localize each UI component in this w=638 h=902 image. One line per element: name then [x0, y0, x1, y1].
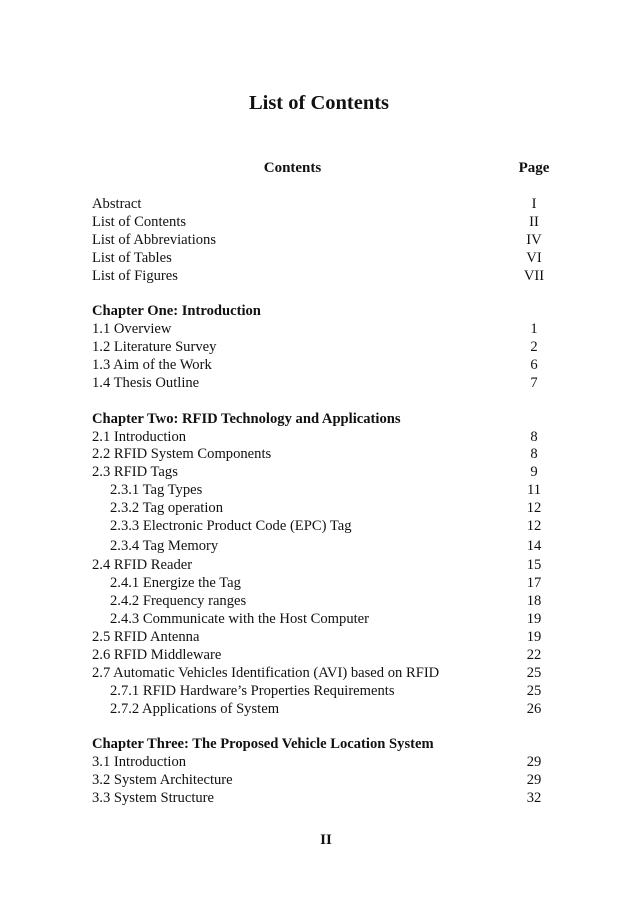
toc-row-subsection	[92, 482, 552, 500]
toc-entry-label: 3.1 Introduction	[92, 754, 187, 771]
toc-entry-label: Abstract	[92, 196, 142, 212]
toc-row-subsection	[92, 536, 552, 558]
toc-entry-label: 1.3 Aim of the Work	[92, 357, 212, 374]
contents-column-header: Contents	[263, 160, 322, 176]
chapter-heading-label: Chapter Two: RFID Technology and Applications	[92, 410, 401, 427]
toc-entry-page: 29	[526, 772, 542, 789]
toc-row-subsection	[92, 701, 552, 719]
toc-entry-page: 8	[530, 446, 538, 463]
toc-row-list-of-figures	[92, 268, 552, 286]
toc-row	[92, 790, 552, 808]
toc-row	[92, 339, 552, 357]
toc-entry-page: 26	[526, 700, 542, 717]
toc-entry-page: IV	[526, 231, 542, 248]
toc-entry-page: 32	[526, 790, 542, 806]
toc-entry-page: 6	[530, 357, 538, 374]
toc-entry-label: 2.4.1 Energize the Tag	[110, 575, 241, 592]
toc-row	[92, 629, 552, 647]
toc-entry-label: 2.3.2 Tag operation	[110, 500, 224, 517]
chapter-heading	[92, 411, 552, 429]
toc-entry-label: List of Abbreviations	[92, 231, 217, 248]
toc-row-abstract	[92, 196, 552, 214]
toc-entry-label: 2.4.3 Communicate with the Host Computer	[110, 611, 370, 628]
toc-entry-page: 22	[526, 646, 542, 663]
toc-row	[92, 429, 552, 447]
toc-row-list-of-tables	[92, 250, 552, 268]
toc-row-subsection	[92, 593, 552, 611]
toc-entry-label: 1.1 Overview	[92, 321, 172, 338]
toc-row	[92, 446, 552, 464]
table-of-contents	[92, 196, 552, 808]
toc-entry-label: 1.2 Literature Survey	[92, 339, 217, 356]
toc-entry-label: 2.1 Introduction	[92, 428, 187, 445]
toc-row-subsection	[92, 518, 552, 536]
toc-entry-label: 2.7.2 Applications of System	[110, 700, 280, 717]
footer-page-number: II	[320, 832, 332, 848]
toc-entry-label: List of Tables	[92, 249, 172, 266]
toc-entry-page: 19	[526, 611, 542, 628]
chapter-heading	[92, 303, 552, 321]
toc-entry-page: 12	[526, 518, 542, 535]
toc-row	[92, 464, 552, 482]
toc-entry-page: VII	[523, 267, 545, 284]
section-spacer	[92, 718, 552, 736]
toc-entry-label: 2.4 RFID Reader	[92, 557, 193, 574]
toc-entry-label: 2.4.2 Frequency ranges	[110, 593, 247, 610]
toc-entry-label: 2.7 Automatic Vehicles Identification (AVI) based on RFID	[92, 664, 440, 681]
toc-entry-page: 2	[530, 339, 538, 356]
toc-entry-page: II	[529, 213, 539, 230]
toc-row	[92, 754, 552, 772]
toc-entry-page: 25	[526, 664, 542, 681]
toc-entry-label: 3.2 System Architecture	[92, 772, 233, 789]
toc-entry-page: 18	[526, 593, 542, 610]
toc-entry-page: 1	[530, 321, 538, 338]
toc-entry-page: 25	[526, 682, 542, 699]
toc-entry-page: 29	[526, 754, 542, 771]
toc-entry-label: 2.3.4 Tag Memory	[110, 537, 219, 554]
page-title: List of Contents	[248, 92, 390, 114]
toc-row	[92, 557, 552, 575]
toc-entry-page: 12	[526, 500, 542, 517]
toc-entry-label: List of Contents	[92, 213, 187, 230]
chapter-heading-label: Chapter Three: The Proposed Vehicle Location System	[92, 736, 434, 753]
chapter-heading-label: Chapter One: Introduction	[92, 303, 261, 320]
toc-entry-page: 9	[530, 464, 538, 481]
section-spacer	[92, 393, 552, 411]
toc-entry-label: 2.3 RFID Tags	[92, 464, 178, 481]
toc-row	[92, 357, 552, 375]
toc-entry-page: 11	[526, 482, 542, 499]
toc-row	[92, 772, 552, 790]
toc-row-subsection	[92, 611, 552, 629]
toc-entry-page: 14	[526, 537, 542, 554]
toc-row-list-of-abbreviations	[92, 232, 552, 250]
toc-entry-label: 2.3.3 Electronic Product Code (EPC) Tag	[110, 518, 352, 535]
page-column-header: Page	[518, 160, 550, 176]
toc-entry-label: 2.7.1 RFID Hardware’s Properties Requirements	[110, 682, 395, 699]
toc-entry-page: 8	[530, 428, 538, 445]
toc-row	[92, 647, 552, 665]
toc-entry-label: List of Figures	[92, 267, 178, 284]
toc-entry-label: 2.5 RFID Antenna	[92, 628, 200, 645]
toc-entry-label: 3.3 System Structure	[92, 790, 215, 806]
toc-entry-label: 2.3.1 Tag Types	[110, 482, 203, 499]
section-spacer	[92, 285, 552, 303]
toc-entry-label: 2.2 RFID System Components	[92, 446, 272, 463]
toc-entry-page: 15	[526, 557, 542, 574]
toc-row-subsection	[92, 575, 552, 593]
toc-entry-page: 17	[526, 575, 542, 592]
toc-entry-page: 7	[530, 374, 538, 391]
toc-row	[92, 321, 552, 339]
toc-entry-page: VI	[526, 249, 542, 266]
toc-row-list-of-contents	[92, 214, 552, 232]
toc-entry-label: 1.4 Thesis Outline	[92, 374, 200, 391]
toc-row	[92, 375, 552, 393]
toc-row-subsection	[92, 683, 552, 701]
toc-row	[92, 665, 552, 683]
chapter-heading	[92, 736, 552, 754]
toc-entry-label: 2.6 RFID Middleware	[92, 646, 222, 663]
toc-entry-page: I	[531, 196, 537, 212]
toc-row-subsection	[92, 500, 552, 518]
toc-entry-page: 19	[526, 628, 542, 645]
